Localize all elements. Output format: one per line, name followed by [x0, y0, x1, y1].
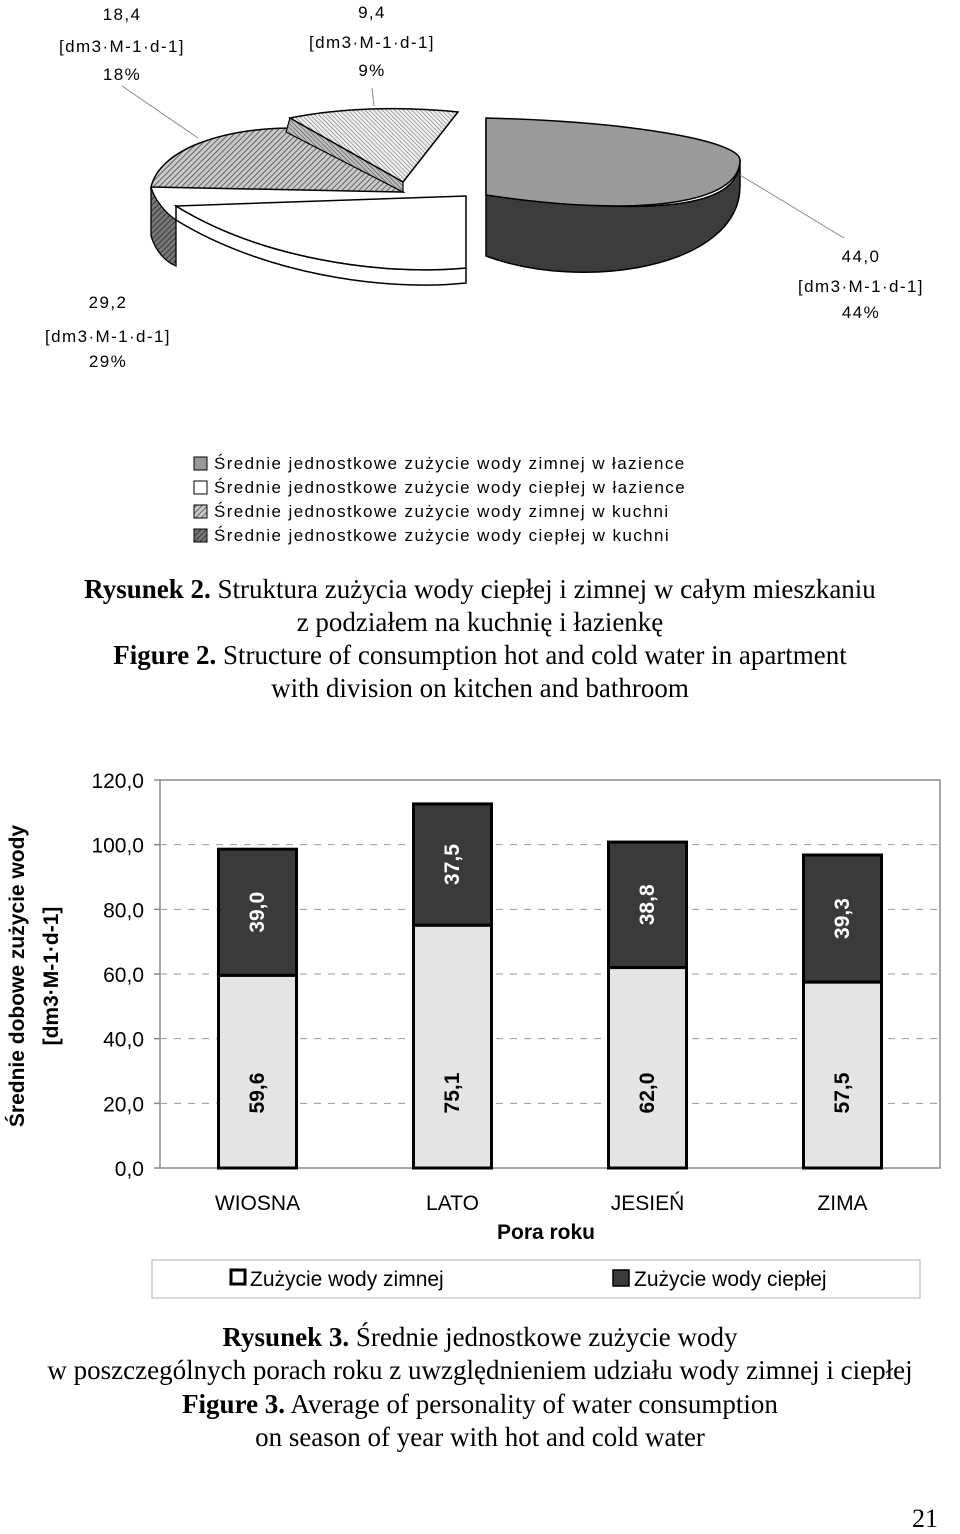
bar-x-tick-label: ZIMA	[817, 1192, 868, 1215]
pie-unit-bathroom-cold: [dm3·M-1·d-1]	[798, 277, 924, 296]
pie-legend-label-1: Średnie jednostkowe zużycie wody zimnej w łazience	[214, 454, 686, 473]
page-number: 21	[912, 1504, 938, 1533]
bar-label-cold-water: 62,0	[636, 1072, 659, 1114]
pie-label-kitchen-hot	[309, 3, 435, 80]
bar-y-ticks	[91, 770, 160, 1181]
fig3-caption-pl-line1	[0, 1321, 960, 1354]
pie-value-bathroom-hot: 29,2	[88, 293, 128, 312]
pie-legend-label-4: Średnie jednostkowe zużycie wody ciepłej w kuchni	[214, 526, 671, 545]
bar-x-axis-title: Pora roku	[496, 1221, 596, 1244]
bar-label-cold-water: 59,6	[246, 1072, 269, 1114]
bar-y-tick-label: 60,0	[103, 964, 144, 987]
bar-legend-label-hot: Zużycie wody ciepłej	[634, 1268, 827, 1291]
bar-cold-water	[219, 975, 297, 1168]
bar-label-hot-water: 38,8	[636, 884, 659, 926]
bar-label-cold-water: 57,5	[831, 1072, 854, 1114]
bar-y-axis-unit: [dm3·M-1·d-1]	[40, 906, 63, 1046]
leader-line-kitchen-hot	[372, 88, 374, 106]
bar-y-tick-label: 100,0	[91, 834, 144, 858]
fig2-caption-pl-line1	[0, 573, 960, 606]
fig3-caption-en	[0, 1388, 960, 1454]
bar-chart	[5, 770, 940, 1298]
pie-label-kitchen-cold	[59, 5, 185, 84]
fig2-text-en-2: with division on kitchen and bathroom	[271, 673, 689, 703]
pie-legend-swatch-2	[194, 481, 207, 494]
bar-bars	[219, 804, 882, 1168]
fig3-label-en: Figure 3.	[182, 1389, 286, 1419]
fig3-text-pl-1: Średnie jednostkowe zużycie wody	[355, 1322, 738, 1352]
leader-line-bathroom-cold	[740, 175, 844, 238]
bar-legend-swatch-hot	[613, 1270, 629, 1286]
pie-slice-kitchen-cold-side	[151, 187, 176, 266]
fig3-text-en-2: on season of year with hot and cold water	[255, 1422, 705, 1452]
bar-label-hot-water: 37,5	[441, 844, 464, 885]
pie-legend-swatch-1	[194, 457, 207, 470]
fig2-text-en-1: Structure of consumption hot and cold water in apartment	[222, 640, 847, 670]
bar-x-tick-label: LATO	[426, 1192, 479, 1215]
fig2-label-en: Figure 2.	[113, 640, 217, 670]
fig2-text-pl-2: z podziałem na kuchnię i łazienkę	[296, 607, 664, 637]
pie-legend-swatch-3	[194, 505, 207, 518]
bar-legend-label-cold: Zużycie wody zimnej	[250, 1268, 444, 1291]
bar-y-tick-label: 80,0	[103, 899, 144, 923]
pie-unit-bathroom-hot: [dm3·M-1·d-1]	[45, 327, 171, 346]
pie-legend-label-2: Średnie jednostkowe zużycie wody ciepłej w łazience	[214, 478, 687, 497]
bar-x-ticks	[215, 1192, 868, 1215]
pie-chart	[45, 3, 924, 545]
fig2-caption-pl	[0, 573, 960, 639]
pie-value-bathroom-cold: 44,0	[841, 247, 881, 266]
fig3-caption-pl	[0, 1321, 960, 1387]
fig2-label-pl: Rysunek 2.	[84, 574, 211, 604]
pie-slice-bathroom-cold-top	[486, 118, 740, 206]
bar-label-cold-water: 75,1	[441, 1072, 464, 1114]
pie-label-bathroom-cold	[798, 247, 924, 322]
pie-label-bathroom-hot	[45, 293, 171, 371]
fig3-text-en-1: Average of personality of water consumption	[290, 1389, 778, 1419]
pie-percent-bathroom-hot: 29%	[88, 352, 128, 371]
pie-value-kitchen-cold: 18,4	[102, 5, 142, 24]
bar-x-tick-label: WIOSNA	[214, 1192, 301, 1215]
bar-x-tick-label: JESIEŃ	[610, 1192, 685, 1215]
bar-label-hot-water: 39,0	[246, 891, 269, 933]
bar-y-tick-label: 120,0	[91, 770, 144, 793]
bar-cold-water	[609, 968, 687, 1168]
pie-percent-kitchen-cold: 18%	[102, 65, 142, 84]
bar-y-axis-title: Średnie dobowe zużycie wody	[6, 824, 29, 1128]
fig3-text-pl-2: w poszczególnych porach roku z uwzględnieniem udziału wody zimnej i ciepłej	[47, 1355, 913, 1385]
pie-unit-kitchen-hot: [dm3·M-1·d-1]	[309, 33, 435, 52]
bar-y-tick-label: 0,0	[114, 1158, 144, 1181]
fig3-caption-en-line1	[0, 1388, 960, 1421]
bar-cold-water	[414, 925, 492, 1168]
bar-label-hot-water: 39,3	[831, 898, 854, 939]
fig2-caption-en	[0, 639, 960, 705]
pie-legend-swatch-4	[194, 529, 207, 542]
bar-legend-swatch-cold	[231, 1270, 245, 1284]
pie-legend-label-3: Średnie jednostkowe zużycie wody zimnej w kuchni	[214, 502, 670, 521]
pie-value-kitchen-hot: 9,4	[358, 3, 386, 22]
fig2-caption-en-line1	[0, 639, 960, 672]
pie-legend	[194, 454, 686, 545]
bar-y-tick-label: 40,0	[103, 1028, 144, 1052]
pie-unit-kitchen-cold: [dm3·M-1·d-1]	[59, 37, 185, 56]
pie-percent-kitchen-hot: 9%	[358, 61, 386, 80]
fig2-text-pl-1: Struktura zużycia wody ciepłej i zimnej w całym mieszkaniu	[217, 574, 876, 604]
fig3-label-pl: Rysunek 3.	[222, 1322, 350, 1352]
pie-percent-bathroom-cold: 44%	[841, 303, 881, 322]
leader-line-kitchen-cold	[122, 86, 198, 138]
bar-y-tick-label: 20,0	[103, 1093, 144, 1117]
bar-legend	[152, 1260, 920, 1298]
